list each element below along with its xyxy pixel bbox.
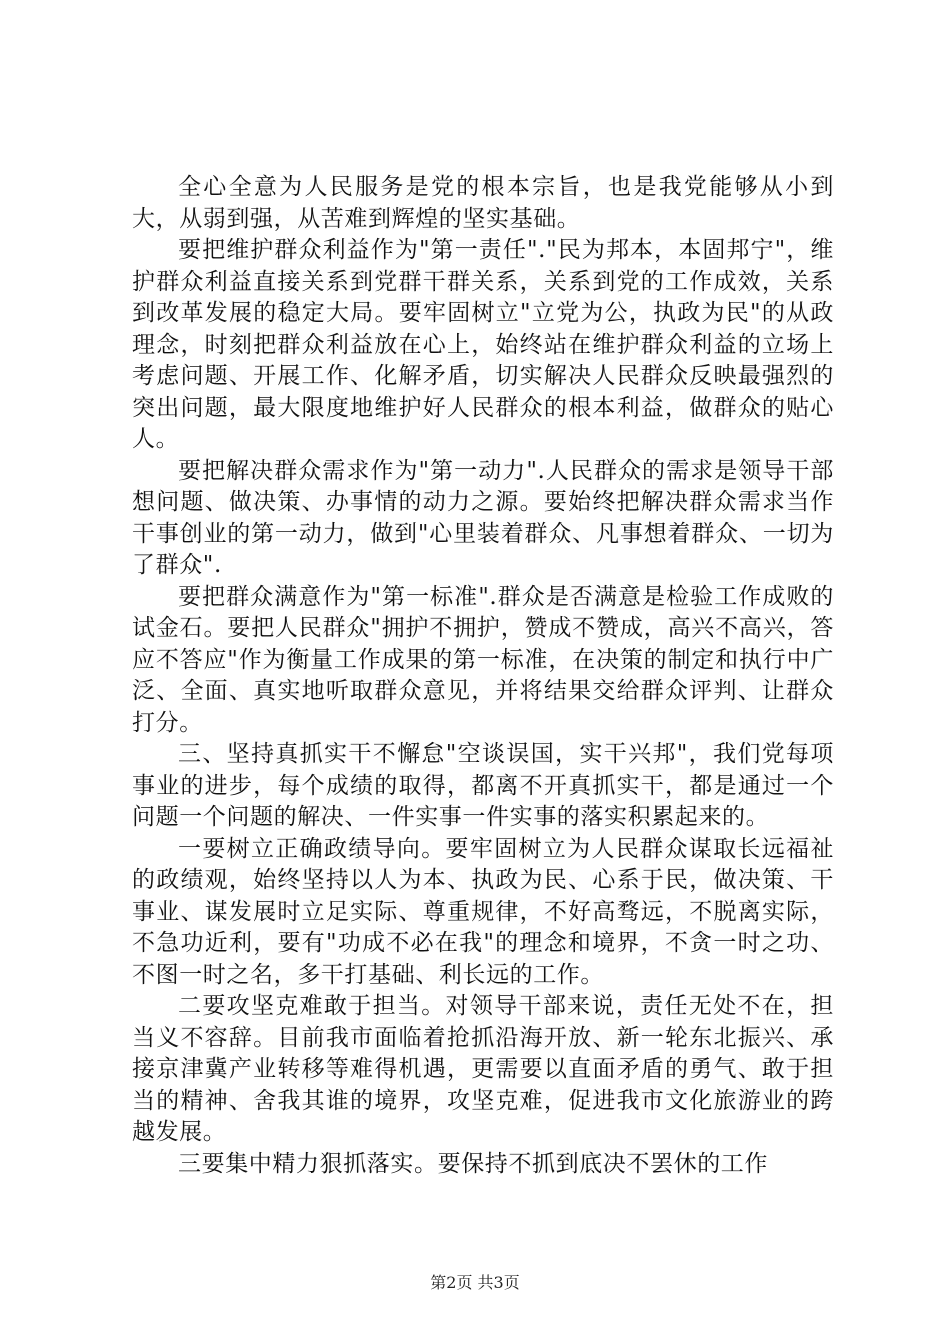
paragraph-8: 三要集中精力狠抓落实。要保持不抓到底决不罢休的工作 bbox=[178, 1150, 768, 1177]
paragraph-7: 二要攻坚克难敢于担当。对领导干部来说，责任无处不在，担当义不容辞。目前我市面临着抢抓沿海开放、新一轮东北振兴、承接京津冀产业转移等难得机遇，更需要以直面矛盾的勇气、敢于担当的精神、舍我其谁的境界，攻坚克难，促进我市文化旅游业的跨越发展。 bbox=[132, 993, 834, 1145]
paragraph-5: 三、坚持真抓实干不懈怠"空谈误国，实干兴邦"，我们党每项事业的进步，每个成绩的取得，都离不开真抓实干，都是通过一个问题一个问题的解决、一件实事一件实事的落实积累起来的。 bbox=[132, 741, 834, 830]
paragraph-3: 要把解决群众需求作为"第一动力".人民群众的需求是领导干部想问题、做决策、办事情的动力之源。要始终把解决群众需求当作干事创业的第一动力，做到"心里装着群众、凡事想着群众、一切为了群众". bbox=[132, 457, 834, 578]
page-number-footer: 第2页 共3页 bbox=[430, 1273, 520, 1292]
document-body bbox=[132, 172, 834, 1180]
paragraph-2: 要把维护群众利益作为"第一责任"."民为邦本，本固邦宁"，维护群众利益直接关系到党群干群关系，关系到党的工作成效，关系到改革发展的稳定大局。要牢固树立"立党为公，执政为民"的从政理念，时刻把群众利益放在心上，始终站在维护群众利益的立场上考虑问题、开展工作、化解矛盾，切实解决人民群众反映最强烈的突出问题，最大限度地维护好人民群众的根本利益，做群众的贴心人。 bbox=[132, 237, 834, 452]
paragraph-4: 要把群众满意作为"第一标准".群众是否满意是检验工作成败的试金石。要把人民群众"拥护不拥护，赞成不赞成，高兴不高兴，答应不答应"作为衡量工作成果的第一标准，在决策的制定和执行中广泛、全面、真实地听取群众意见，并将结果交给群众评判、让群众打分。 bbox=[132, 583, 834, 736]
paragraph-1: 全心全意为人民服务是党的根本宗旨，也是我党能够从小到大，从弱到强，从苦难到辉煌的坚实基础。 bbox=[132, 174, 834, 232]
paragraph-6: 一要树立正确政绩导向。要牢固树立为人民群众谋取长远福祉的政绩观，始终坚持以人为本、执政为民、心系于民，做决策、干事业、谋发展时立足实际、尊重规律，不好高骛远，不脱离实际，不急功近利，要有"功成不必在我"的理念和境界，不贪一时之功、不图一时之名，多干打基础、利长远的工作。 bbox=[132, 835, 834, 988]
